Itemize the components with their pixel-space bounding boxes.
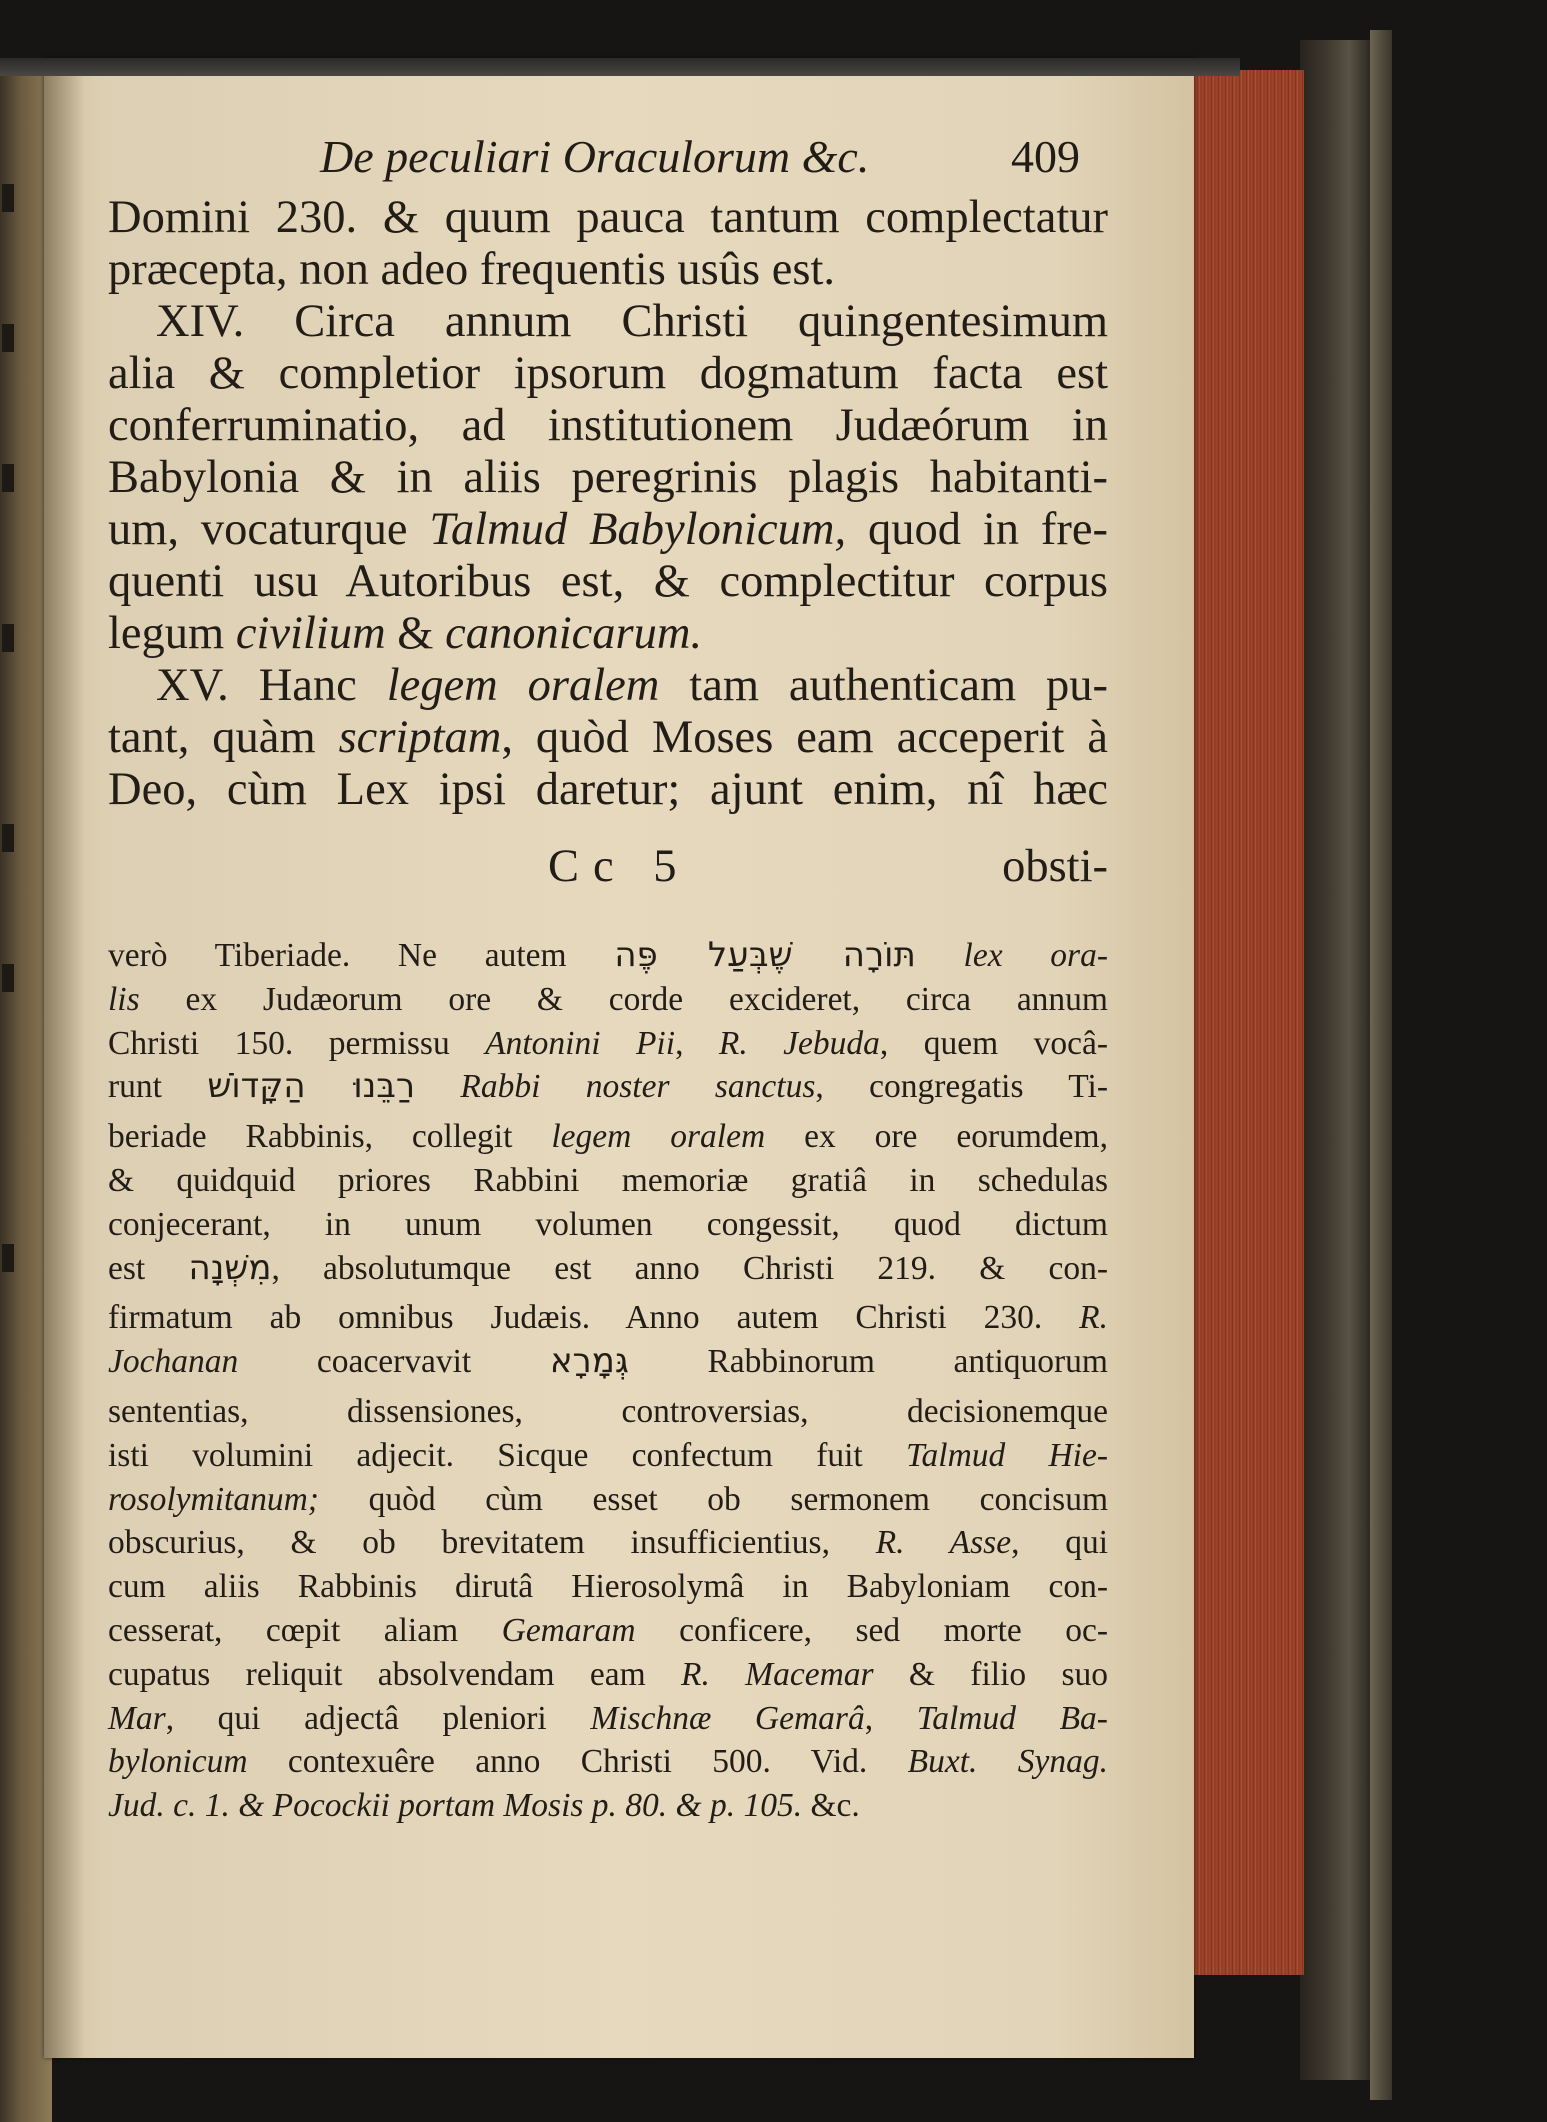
signature-line <box>108 840 1108 892</box>
bleed-fragment <box>2 824 14 852</box>
catchword: obsti- <box>1002 841 1108 892</box>
page-edges <box>1194 70 1304 1975</box>
gutter-shadow <box>44 58 84 2058</box>
note-line: verò Tiberiade. Ne autem תּוֹרָה שֶׁבְּעַל פֶּה lex ora- <box>108 935 1109 975</box>
text-line: XV. Hanc legem oralem tam authenticam pu- <box>156 660 1109 711</box>
signature-mark: Cc 5 <box>548 841 691 892</box>
text-line: præcepta, non adeo frequentis usûs est. <box>108 244 836 295</box>
main-text <box>108 192 1108 816</box>
text-line: conferruminatio, ad institutionem Judæórum in <box>108 400 1108 451</box>
hebrew-text: תּוֹרָה שֶׁבְּעַל פֶּה <box>614 935 916 975</box>
running-header <box>320 130 1080 190</box>
text-line: alia & completior ipsorum dogmatum facta est <box>108 348 1108 399</box>
text-line: um, vocaturque Talmud Babylonicum, quod in fre- <box>108 504 1108 555</box>
note-line: rosolymitanum; quòd cùm esset ob sermonem concisum <box>108 1480 1108 1518</box>
bleed-fragment <box>2 184 14 212</box>
text-line: Domini 230. & quum pauca tantum complectatur <box>108 192 1108 243</box>
note-line: cum aliis Rabbinis dirutâ Hierosolymâ in Babyloniam con- <box>108 1568 1108 1606</box>
header-title: De peculiari Oraculorum &c. <box>320 131 870 182</box>
text-line: XIV. Circa annum Christi quingentesimum <box>156 296 1108 347</box>
back-cover-rim <box>1370 30 1392 2100</box>
note-line: Christi 150. permissu Antonini Pii, R. Jebuda, quem vocâ- <box>108 1024 1109 1062</box>
bleed-fragment <box>2 964 14 992</box>
note-line: est מִשְׁנָה, absolutumque est anno Christi 219. & con- <box>108 1247 1108 1288</box>
back-cover <box>1300 40 1370 2080</box>
text-line: legum civilium & canonicarum. <box>108 608 703 659</box>
hebrew-text: רַבֵּנוּ הַקָּדוֹשׁ <box>207 1066 416 1107</box>
bleed-fragment <box>2 624 14 652</box>
hebrew-text: מִשְׁנָה <box>188 1247 272 1288</box>
hebrew-text: גְּמָרָא <box>549 1341 629 1382</box>
note-line: bylonicum contexuêre anno Christi 500. Vid. Buxt. Synag. <box>108 1743 1108 1781</box>
note-line: conjecerant, in unum volumen congessit, quod dictum <box>108 1205 1108 1243</box>
note-line: beriade Rabbinis, collegit legem oralem ex ore eorumdem, <box>108 1118 1108 1156</box>
bleed-fragment <box>2 1244 14 1272</box>
note-line: Jochanan coacervavit גְּמָרָא Rabbinorum antiquorum <box>108 1341 1108 1382</box>
note-line: cesserat, cœpit aliam Gemaram conficere, sed morte oc- <box>108 1611 1108 1649</box>
text-line: quenti usu Autoribus est, & complectitur corpus <box>108 556 1108 607</box>
note-line: isti volumini adjecit. Sicque confectum fuit Talmud Hie- <box>108 1436 1108 1474</box>
page-number: 409 <box>1011 131 1080 182</box>
text-line: Deo, cùm Lex ipsi daretur; ajunt enim, nî hæc <box>108 764 1108 815</box>
text-line: tant, quàm scriptam, quòd Moses eam acceperit à <box>108 712 1108 763</box>
note-line: obscurius, & ob brevitatem insufficientius, R. Asse, qui <box>108 1524 1109 1562</box>
note-line: Mar, qui adjectâ pleniori Mischnæ Gemarâ, Talmud Ba- <box>108 1699 1108 1737</box>
text-line: Babylonia & in aliis peregrinis plagis habitanti- <box>108 452 1108 503</box>
note-line: sententias, dissensiones, controversias, decisionemque <box>108 1392 1108 1430</box>
note-line: lis ex Judæorum ore & corde excideret, circa annum <box>108 980 1108 1018</box>
note-line: cupatus reliquit absolvendam eam R. Macemar & filio suo <box>108 1655 1108 1693</box>
bleed-fragment <box>2 324 14 352</box>
top-binding-bar <box>0 58 1240 76</box>
note-line: Jud. c. 1. & Pocockii portam Mosis p. 80. & p. 105. &c. <box>108 1787 860 1825</box>
note-line: runt רַבֵּנוּ הַקָּדוֹשׁ Rabbi noster sanctus, congregatis Ti- <box>108 1066 1108 1107</box>
note-line: firmatum ab omnibus Judæis. Anno autem Christi 230. R. <box>108 1299 1108 1337</box>
bleed-fragment <box>2 464 14 492</box>
note-line: & quidquid priores Rabbini memoriæ gratiâ in schedulas <box>108 1161 1108 1199</box>
footnotes <box>108 934 1108 1828</box>
